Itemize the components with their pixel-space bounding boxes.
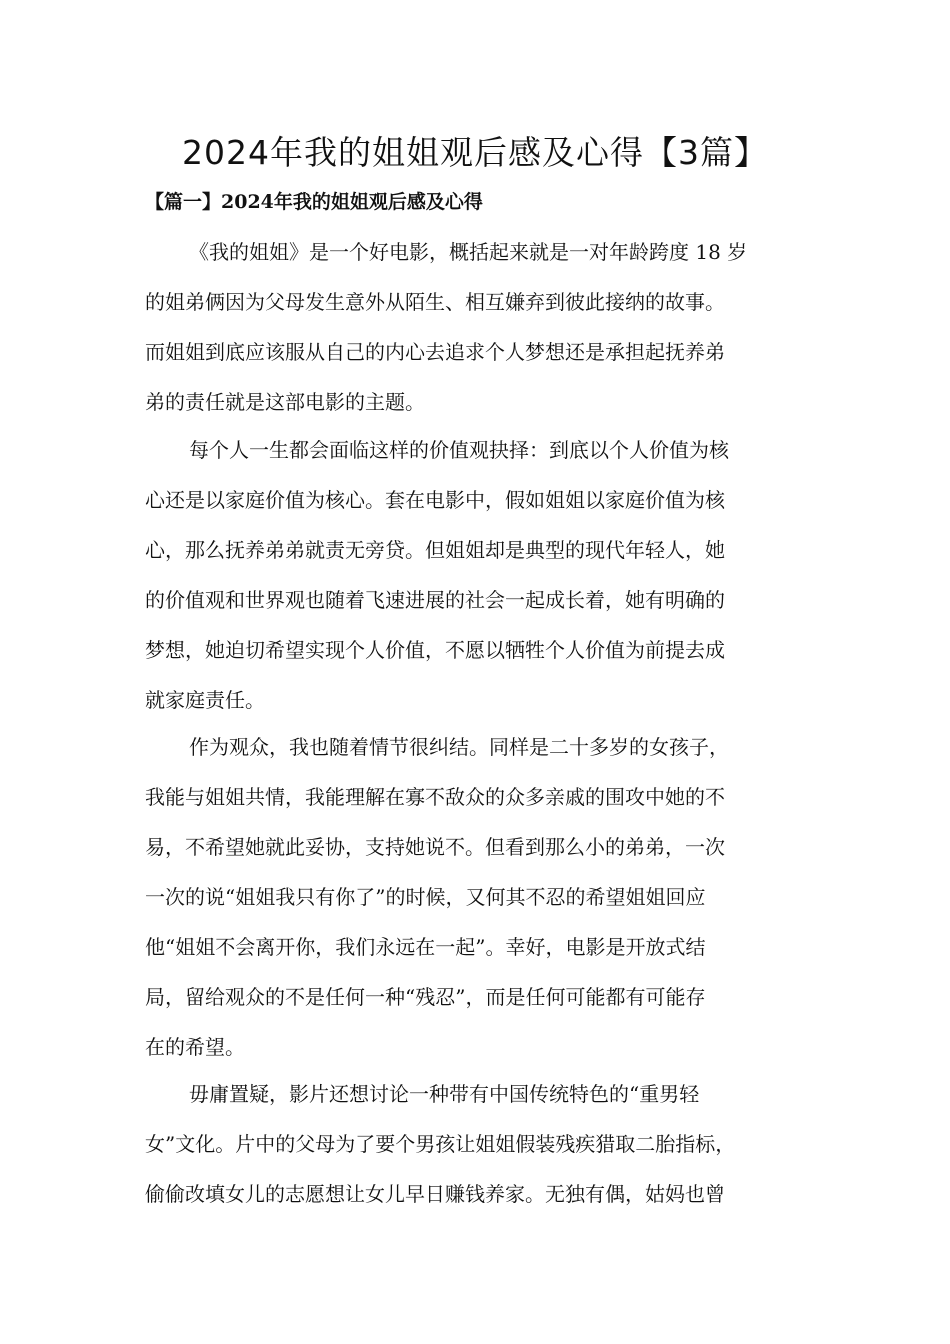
document-title: 2024年我的姐姐观后感及心得【3篇】 xyxy=(182,133,768,172)
text-line: 就家庭责任。 xyxy=(145,688,265,712)
text-line: 而姐姐到底应该服从自己的内心去追求个人梦想还是承担起抚养弟 xyxy=(145,340,725,364)
text-line: 在的希望。 xyxy=(145,1035,245,1059)
text-line: 一次的说“姐姐我只有你了”的时候，又何其不忍的希望姐姐回应 xyxy=(145,885,706,909)
section-heading: 【篇一】2024年我的姐姐观后感及心得 xyxy=(145,191,483,213)
text-line: 《我的姐姐》是一个好电影，概括起来就是一对年龄跨度 18 岁 xyxy=(189,240,748,264)
text-line: 梦想，她迫切希望实现个人价值，不愿以牺牲个人价值为前提去成 xyxy=(145,638,725,662)
text-line: 的价值观和世界观也随着飞速进展的社会一起成长着，她有明确的 xyxy=(145,588,725,612)
text-line: 毋庸置疑，影片还想讨论一种带有中国传统特色的“重男轻 xyxy=(189,1082,700,1106)
text-line: 他“姐姐不会离开你，我们永远在一起”。幸好，电影是开放式结 xyxy=(145,935,706,959)
text-line: 每个人一生都会面临这样的价值观抉择：到底以个人价值为核 xyxy=(189,438,729,462)
text-line: 心，那么抚养弟弟就责无旁贷。但姐姐却是典型的现代年轻人，她 xyxy=(145,538,725,562)
text-line: 我能与姐姐共情，我能理解在寡不敌众的众多亲戚的围攻中她的不 xyxy=(145,785,725,809)
text-line: 局，留给观众的不是任何一种“残忍”，而是任何可能都有可能存 xyxy=(145,985,706,1009)
text-line: 女”文化。片中的父母为了要个男孩让姐姐假装残疾猎取二胎指标， xyxy=(145,1132,736,1156)
text-line: 作为观众，我也随着情节很纠结。同样是二十多岁的女孩子， xyxy=(189,735,729,759)
text-line: 心还是以家庭价值为核心。套在电影中，假如姐姐以家庭价值为核 xyxy=(145,488,725,512)
text-line: 弟的责任就是这部电影的主题。 xyxy=(145,390,425,414)
text-line: 易，不希望她就此妥协，支持她说不。但看到那么小的弟弟，一次 xyxy=(145,835,725,859)
text-line: 偷偷改填女儿的志愿想让女儿早日赚钱养家。无独有偶，姑妈也曾 xyxy=(145,1182,725,1206)
text-line: 的姐弟俩因为父母发生意外从陌生、相互嫌弃到彼此接纳的故事。 xyxy=(145,290,725,314)
